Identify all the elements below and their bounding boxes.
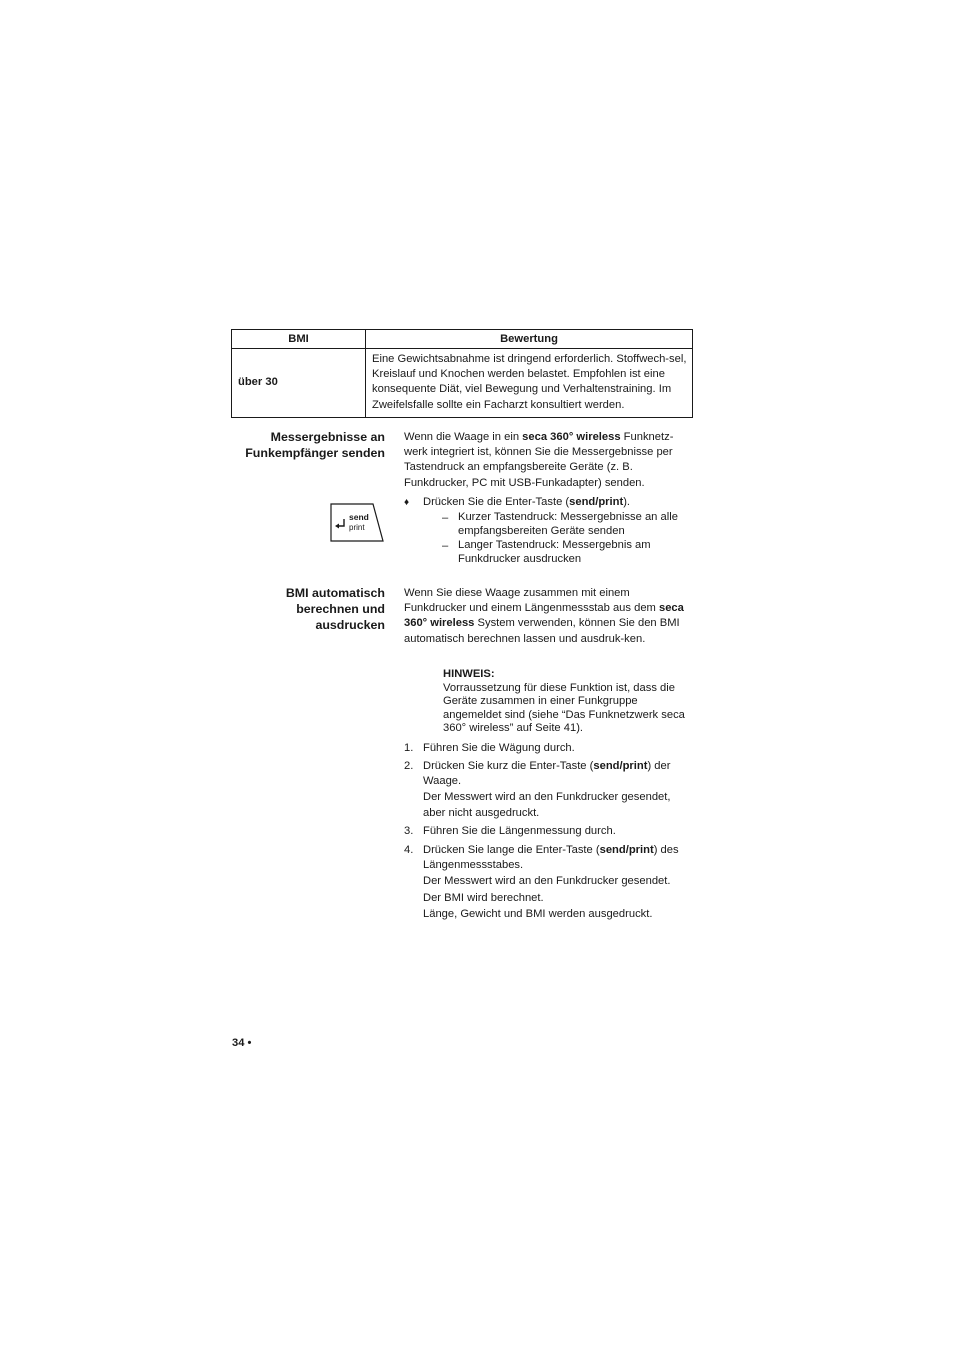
step-text bbox=[423, 759, 694, 789]
text-run: Wenn die Waage in ein bbox=[404, 431, 523, 443]
dash-text: Langer Tastendruck: Messergebnis am Funkdrucker ausdrucken bbox=[458, 539, 651, 565]
text-run: ) des Längenmessstabes. bbox=[423, 844, 679, 872]
dash-bullet: – bbox=[442, 512, 449, 524]
heading-line: Funkempfänger senden bbox=[245, 446, 385, 460]
bmi-value-cell: über 30 bbox=[232, 349, 366, 418]
column-header-bmi: BMI bbox=[232, 330, 366, 349]
intro-paragraph bbox=[404, 586, 692, 647]
table-header-row bbox=[232, 330, 693, 349]
key-send-label: send bbox=[349, 512, 369, 522]
section-heading-bmi bbox=[165, 585, 385, 633]
step-number: 3. bbox=[404, 825, 414, 837]
section2-intro bbox=[404, 586, 692, 647]
step-text: Führen Sie die Längenmessung durch. bbox=[423, 825, 616, 837]
list-item bbox=[404, 843, 694, 922]
text-run: System verwenden, können Sie den BMI automatisch berechnen lassen und ausdruk-ken. bbox=[404, 617, 680, 645]
text-run: Drücken Sie die Enter-Taste ( bbox=[423, 496, 570, 508]
table-row bbox=[232, 349, 693, 418]
text-run: ). bbox=[623, 496, 631, 508]
text-run: ) der Waage. bbox=[423, 760, 671, 788]
note-title: HINWEIS: bbox=[443, 668, 495, 680]
key-name: send/print bbox=[599, 844, 654, 856]
diamond-bullet-icon: ♦ bbox=[404, 497, 410, 508]
bmi-table bbox=[231, 329, 693, 418]
heading-line: Messergebnisse an bbox=[270, 430, 385, 444]
text-run: Wenn Sie diese Waage zusammen mit einem Funkdrucker und einem Längenmessstab aus dem bbox=[404, 587, 659, 615]
step-result: Der BMI wird berechnet. bbox=[423, 891, 544, 904]
enter-key-icon bbox=[329, 502, 385, 543]
note-box bbox=[443, 668, 695, 736]
key-print-label: print bbox=[349, 523, 365, 532]
column-header-bewertung: Bewertung bbox=[366, 330, 693, 349]
step-number: 1. bbox=[404, 742, 414, 754]
bewertung-cell: Eine Gewichtsabnahme ist dringend erforderlich. Stoffwech-sel, Kreislauf und Knochen werden belastet. Empfohlen ist eine konsequente Diät, viel Bewegung und Verhaltenstraining. Im Zweifelsfalle sollte ein Facharzt konsultiert werden. bbox=[366, 349, 693, 418]
list-item bbox=[404, 741, 694, 756]
section-heading-messergebnisse bbox=[165, 429, 385, 461]
key-name: send/print bbox=[569, 496, 624, 508]
list-item bbox=[404, 759, 694, 821]
heading-line: berechnen und bbox=[296, 602, 385, 616]
step-result: Der Messwert wird an den Funkdrucker gesendet. bbox=[423, 875, 671, 888]
heading-line: BMI automatisch bbox=[285, 586, 385, 600]
text-run: Drücken Sie lange die Enter-Taste ( bbox=[423, 844, 600, 856]
heading-line: ausdrucken bbox=[315, 618, 385, 632]
text-run: Drücken Sie kurz die Enter-Taste ( bbox=[423, 760, 594, 772]
dash-text: Kurzer Tastendruck: Messergebnisse an alle empfangsbereiten Geräte senden bbox=[458, 511, 678, 537]
dash-bullet: – bbox=[442, 540, 449, 552]
step-number: 4. bbox=[404, 844, 414, 856]
intro-paragraph bbox=[404, 430, 692, 491]
product-name: seca 360° wireless bbox=[404, 602, 684, 630]
list-item bbox=[404, 824, 694, 839]
step-result: Der Messwert wird an den Funkdrucker gesendet, aber nicht ausgedruckt. bbox=[423, 791, 671, 819]
key-name: send/print bbox=[593, 760, 648, 772]
bullet-text bbox=[423, 495, 694, 510]
dash-item bbox=[442, 539, 694, 566]
section1-intro bbox=[404, 430, 692, 491]
step-text: Führen Sie die Wägung durch. bbox=[423, 742, 575, 754]
note-text: Vorraussetzung für diese Funktion ist, dass die Geräte zusammen in einer Funkgruppe angemeldet sind (siehe “Das Funknetzwerk seca 360° wireless” auf Seite 41). bbox=[443, 681, 685, 735]
bullet-item bbox=[404, 495, 694, 510]
text-run: Funknetz-werk integriert ist, können Sie die Messergebnisse per Tastendruck an empfangsbereite Geräte (z. B. Funkdrucker, PC mit USB-Funkadapter) senden. bbox=[404, 431, 674, 489]
dash-item bbox=[442, 511, 694, 538]
step-text bbox=[423, 843, 694, 873]
product-name: seca 360° wireless bbox=[522, 431, 621, 443]
page-number: 34 • bbox=[232, 1037, 252, 1049]
step-number: 2. bbox=[404, 760, 414, 772]
step-result: Länge, Gewicht und BMI werden ausgedruckt. bbox=[423, 907, 653, 920]
